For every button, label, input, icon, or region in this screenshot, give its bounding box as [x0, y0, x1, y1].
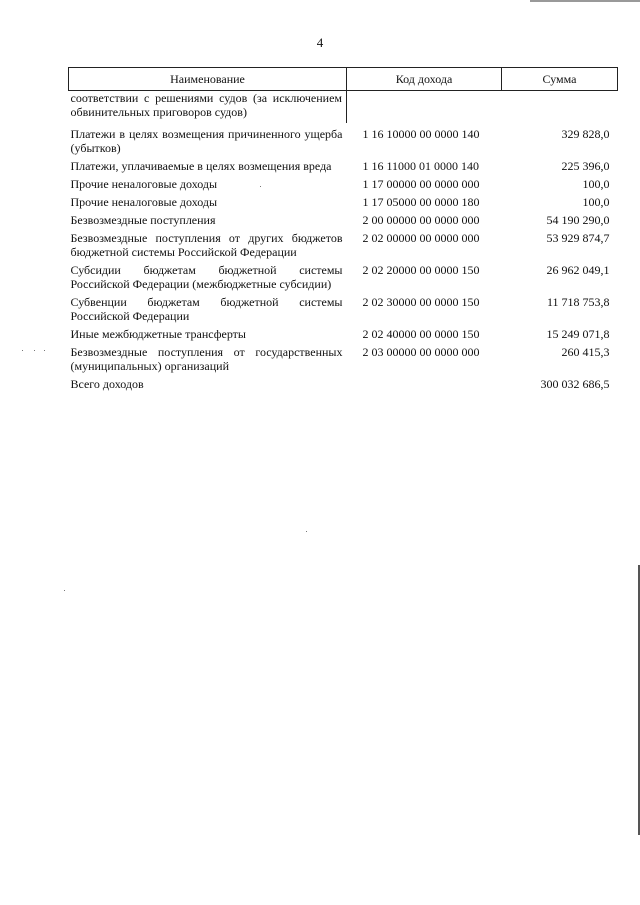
- row-name: Платежи, уплачиваемые в целях возмещения вреда: [70, 159, 332, 173]
- row-sum: [502, 91, 618, 124]
- table-row: [69, 191, 618, 209]
- row-sum: 53 929 874,7: [546, 231, 610, 245]
- row-code: 2 02 20000 00 0000 150: [362, 263, 480, 277]
- row-sum: 260 415,3: [561, 345, 610, 359]
- table-row: [69, 341, 618, 373]
- row-code: 2 02 00000 00 0000 000: [362, 231, 480, 245]
- row-name: Прочие неналоговые доходы: [70, 195, 218, 209]
- row-code: [347, 91, 502, 124]
- header-code: Код дохода: [347, 68, 502, 91]
- row-code: 2 03 00000 00 0000 000: [362, 345, 480, 359]
- row-name: Безвозмездные поступления от государственных (муниципальных) организаций: [70, 345, 343, 373]
- row-name: соответствии с решениями судов (за исключением обвинительных приговоров судов): [69, 91, 347, 124]
- row-code: 1 16 10000 00 0000 140: [362, 127, 480, 141]
- total-code: [347, 373, 502, 391]
- table-header: [69, 68, 618, 91]
- table-row: [69, 209, 618, 227]
- row-sum: 100,0: [582, 195, 610, 209]
- scan-speck: [64, 590, 65, 591]
- page-number: 4: [316, 35, 324, 50]
- row-sum: 11 718 753,8: [546, 295, 610, 309]
- row-name: Прочие неналоговые доходы: [70, 177, 218, 191]
- scan-speck: [44, 350, 45, 351]
- row-sum: 225 396,0: [561, 159, 610, 173]
- row-sum: 26 962 049,1: [546, 263, 610, 277]
- row-name: Безвозмездные поступления от других бюджетов бюджетной системы Российской Федерации: [70, 231, 343, 259]
- table-row: [69, 259, 618, 291]
- scan-speck: [34, 350, 35, 351]
- row-code: 1 16 11000 01 0000 140: [362, 159, 480, 173]
- row-code: 2 00 00000 00 0000 000: [362, 213, 480, 227]
- scan-speck: [260, 186, 261, 187]
- row-name: Платежи в целях возмещения причиненного ущерба (убытков): [70, 127, 343, 155]
- row-name: Субвенции бюджетам бюджетной системы Российской Федерации: [70, 295, 343, 323]
- row-name: Субсидии бюджетам бюджетной системы Российской Федерации (межбюджетные субсидии): [70, 263, 343, 291]
- table-body: [69, 91, 618, 392]
- scan-speck: [306, 531, 307, 532]
- total-sum: 300 032 686,5: [540, 377, 610, 391]
- header-name: Наименование: [69, 68, 347, 91]
- table-row: [69, 227, 618, 259]
- row-code: 1 17 05000 00 0000 180: [362, 195, 480, 209]
- total-row: [69, 373, 618, 391]
- table-row: [69, 91, 618, 124]
- table-row: [69, 173, 618, 191]
- row-sum: 54 190 290,0: [546, 213, 610, 227]
- row-name: Безвозмездные поступления: [70, 213, 216, 227]
- table-row: [69, 155, 618, 173]
- row-code: 2 02 30000 00 0000 150: [362, 295, 480, 309]
- row-code: 1 17 00000 00 0000 000: [362, 177, 480, 191]
- scan-artifact-top: [530, 0, 640, 2]
- row-sum: 15 249 071,8: [546, 327, 610, 341]
- table-row: [69, 291, 618, 323]
- header-row: [69, 68, 618, 91]
- row-sum: 329 828,0: [561, 127, 610, 141]
- scan-speck: [22, 350, 23, 351]
- table-row: [69, 123, 618, 155]
- row-sum: 100,0: [582, 177, 610, 191]
- header-sum: Сумма: [502, 68, 618, 91]
- row-code: 2 02 40000 00 0000 150: [362, 327, 480, 341]
- total-label: Всего доходов: [70, 377, 144, 391]
- revenue-table: [68, 67, 618, 391]
- row-name: Иные межбюджетные трансферты: [70, 327, 246, 341]
- table-row: [69, 323, 618, 341]
